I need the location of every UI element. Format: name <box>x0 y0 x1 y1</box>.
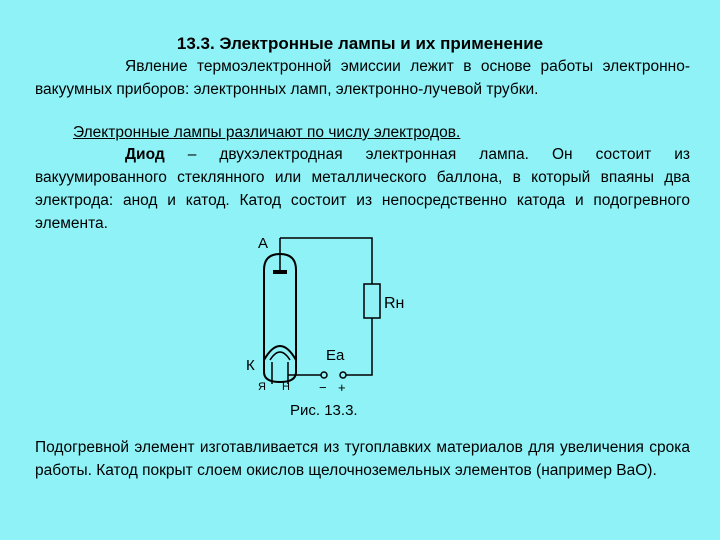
figure-caption: Рис. 13.3. <box>290 402 358 419</box>
paragraph-emission <box>35 55 690 101</box>
diode-term: Диод <box>125 146 165 163</box>
load-resistor <box>364 284 380 318</box>
anode-label: А <box>258 235 269 252</box>
paragraph-classification <box>35 121 690 144</box>
minus-label: − <box>319 380 327 395</box>
paragraph-classification-text: Электронные лампы различают по числу электродов. <box>73 124 461 141</box>
source-label: Еа <box>326 347 345 364</box>
terminal-plus <box>340 372 346 378</box>
cathode-label: К <box>246 357 255 374</box>
diode-circuit-diagram <box>240 232 410 397</box>
heater-right-label: Н <box>282 381 290 393</box>
paragraph-heater: Подогревной элемент изготавливается из тугоплавких материалов для увеличения срока работы. Катод покрыт слоем окислов щелочноземельных элементов (например BaO). <box>35 439 690 479</box>
heater-left-label: Я <box>258 381 266 393</box>
paragraph-emission-text: Явление термоэлектронной эмиссии лежит в основе работы электронно-вакуумных приборов: электронных ламп, электронно-лучевой трубки. <box>35 58 690 98</box>
cathode-outer <box>264 346 296 360</box>
section-title: 13.3. Электронные лампы и их применение <box>176 34 544 53</box>
right-wire <box>346 318 372 375</box>
resistor-label: Rн <box>384 295 405 312</box>
anode-plate <box>273 270 287 274</box>
paragraph-diode <box>35 143 690 235</box>
cathode-inner <box>270 352 290 360</box>
terminal-minus <box>321 372 327 378</box>
paragraph-diode-text: – двухэлектродная электронная лампа. Он состоит из вакуумированного стеклянного или металлического баллона, в который впаяны два электрода: анод и катод. Катод состоит из непосредственно катода и подогревного элемента. <box>35 146 690 232</box>
plus-label: + <box>338 380 346 395</box>
